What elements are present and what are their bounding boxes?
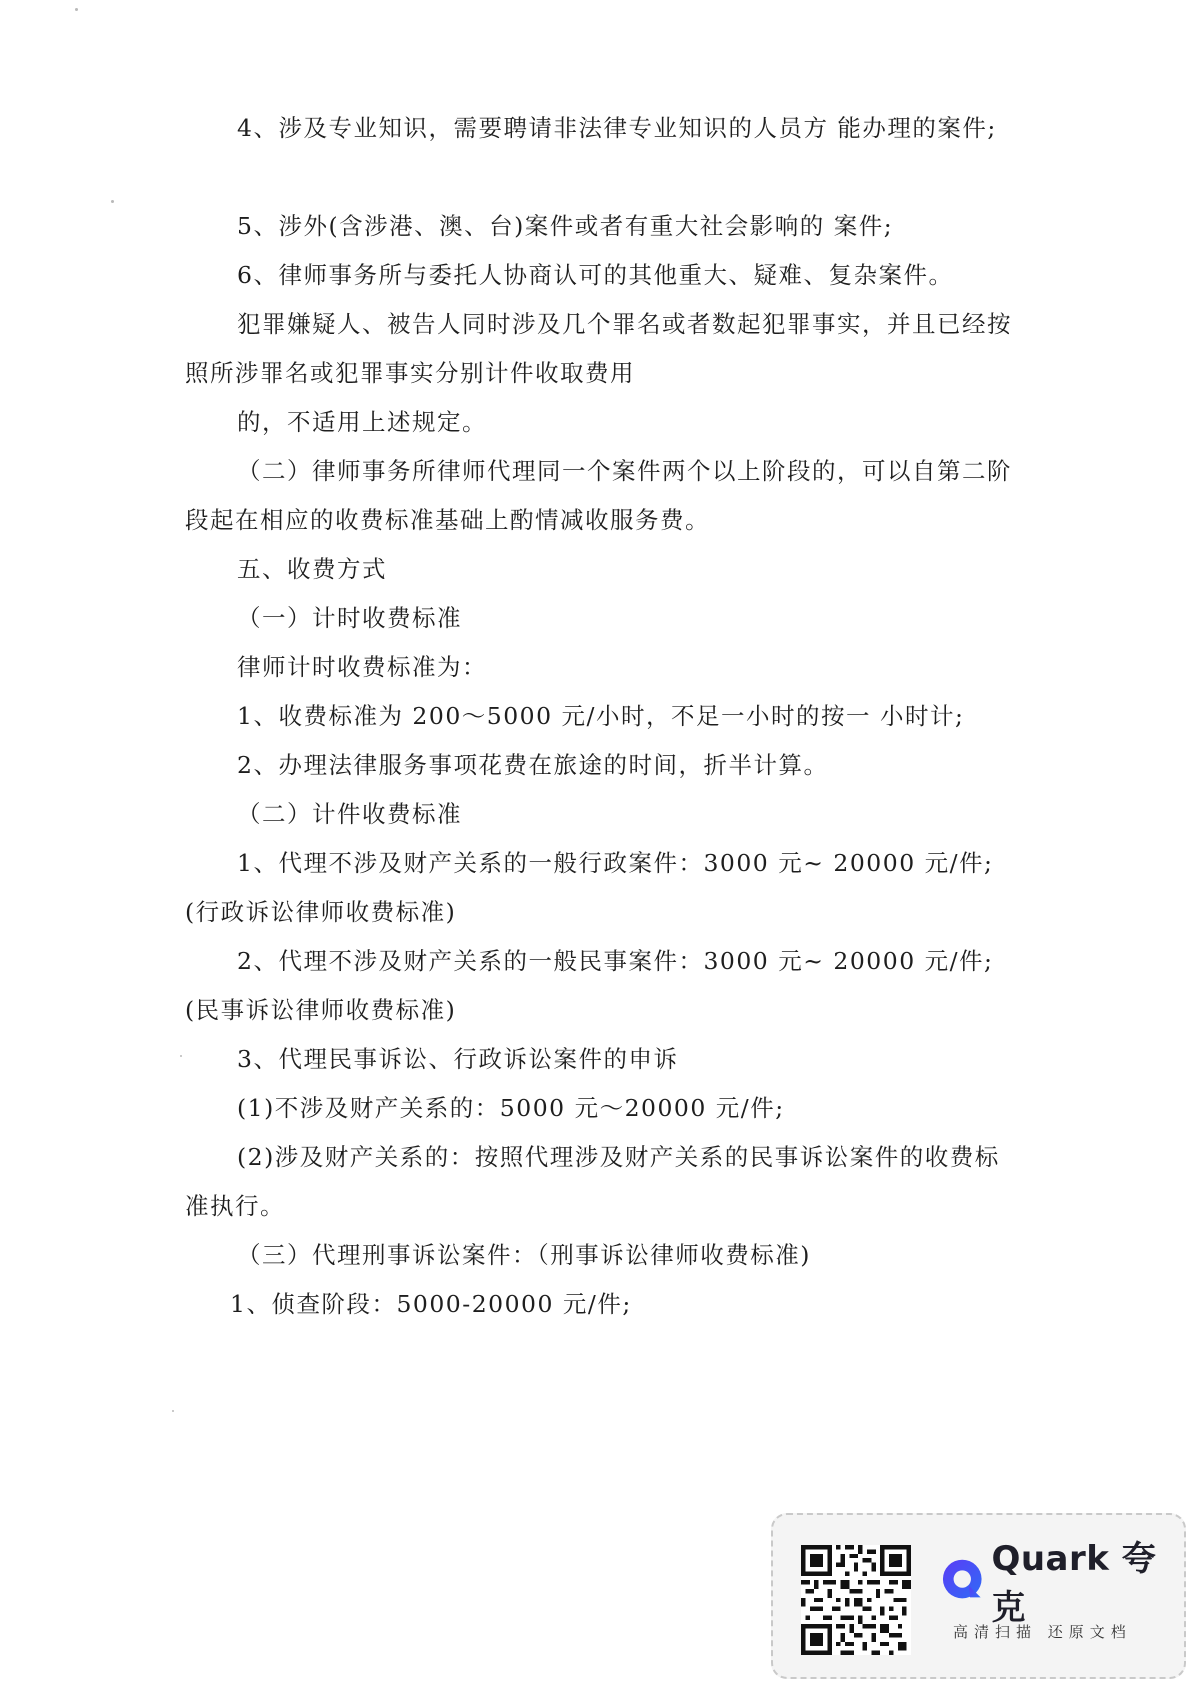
quark-logo bbox=[941, 1539, 1184, 1628]
paragraph-hourly-intro: 律师计时收费标准为： bbox=[237, 653, 487, 681]
paragraph-appeal: 3、代理民事诉讼、行政诉讼案件的申诉 bbox=[237, 1045, 679, 1073]
quark-watermark-card bbox=[771, 1513, 1186, 1679]
subsection-per-case: （二）计件收费标准 bbox=[237, 800, 462, 828]
paragraph-item-5: 5、涉外(含涉港、澳、台)案件或者有重大社会影响的 案件; bbox=[237, 212, 894, 240]
paragraph-multiple-charges: 犯罪嫌疑人、被告人同时涉及几个罪名或者数起犯罪事实，并且已经按照所涉罪名或犯罪事实分别计件收取费用 bbox=[185, 310, 1012, 387]
subsection-criminal: （三）代理刑事诉讼案件：（刑事诉讼律师收费标准) bbox=[237, 1241, 811, 1269]
paragraph-investigation-stage: 1、侦查阶段：5000-20000 元/件; bbox=[230, 1290, 632, 1318]
paragraph-civil-case: 2、代理不涉及财产关系的一般民事案件：3000 元~ 20000 元/件;(民事诉讼律师收费标准) bbox=[185, 947, 994, 1024]
scan-speck bbox=[172, 1410, 174, 1412]
qr-code-icon bbox=[801, 1545, 911, 1655]
paragraph-administrative-case: 1、代理不涉及财产关系的一般行政案件：3000 元~ 20000 元/件;(行政诉讼律师收费标准) bbox=[185, 849, 994, 926]
paragraph-item-4: 4、涉及专业知识，需要聘请非法律专业知识的人员方 能办理的案件; bbox=[237, 114, 997, 142]
scan-speck bbox=[75, 8, 78, 11]
scan-speck bbox=[111, 200, 114, 203]
paragraph-hourly-rate: 1、收费标准为 200～5000 元/小时，不足一小时的按一 小时计; bbox=[237, 702, 965, 730]
quark-logo-icon bbox=[941, 1557, 985, 1603]
quark-brand-text: Quark 夸克 bbox=[991, 1539, 1157, 1628]
quark-slogan: 高清扫描 还原文档 bbox=[953, 1623, 1132, 1641]
paragraph-item-6: 6、律师事务所与委托人协商认可的其他重大、疑难、复杂案件。 bbox=[237, 261, 954, 289]
paragraph-appeal-no-property: (1)不涉及财产关系的：5000 元～20000 元/件; bbox=[237, 1094, 785, 1122]
paragraph-multi-stage: （二）律师事务所律师代理同一个案件两个以上阶段的，可以自第二阶段起在相应的收费标准基础上酌情减收服务费。 bbox=[185, 457, 1012, 534]
scan-speck bbox=[180, 1055, 182, 1057]
paragraph-not-applicable: 的，不适用上述规定。 bbox=[237, 408, 487, 436]
subsection-hourly: （一）计时收费标准 bbox=[237, 604, 462, 632]
paragraph-travel-time: 2、办理法律服务事项花费在旅途的时间，折半计算。 bbox=[237, 751, 829, 779]
paragraph-appeal-property: (2)涉及财产关系的：按照代理涉及财产关系的民事诉讼案件的收费标准执行。 bbox=[185, 1143, 1000, 1220]
section-heading-fee-method: 五、收费方式 bbox=[237, 555, 387, 583]
